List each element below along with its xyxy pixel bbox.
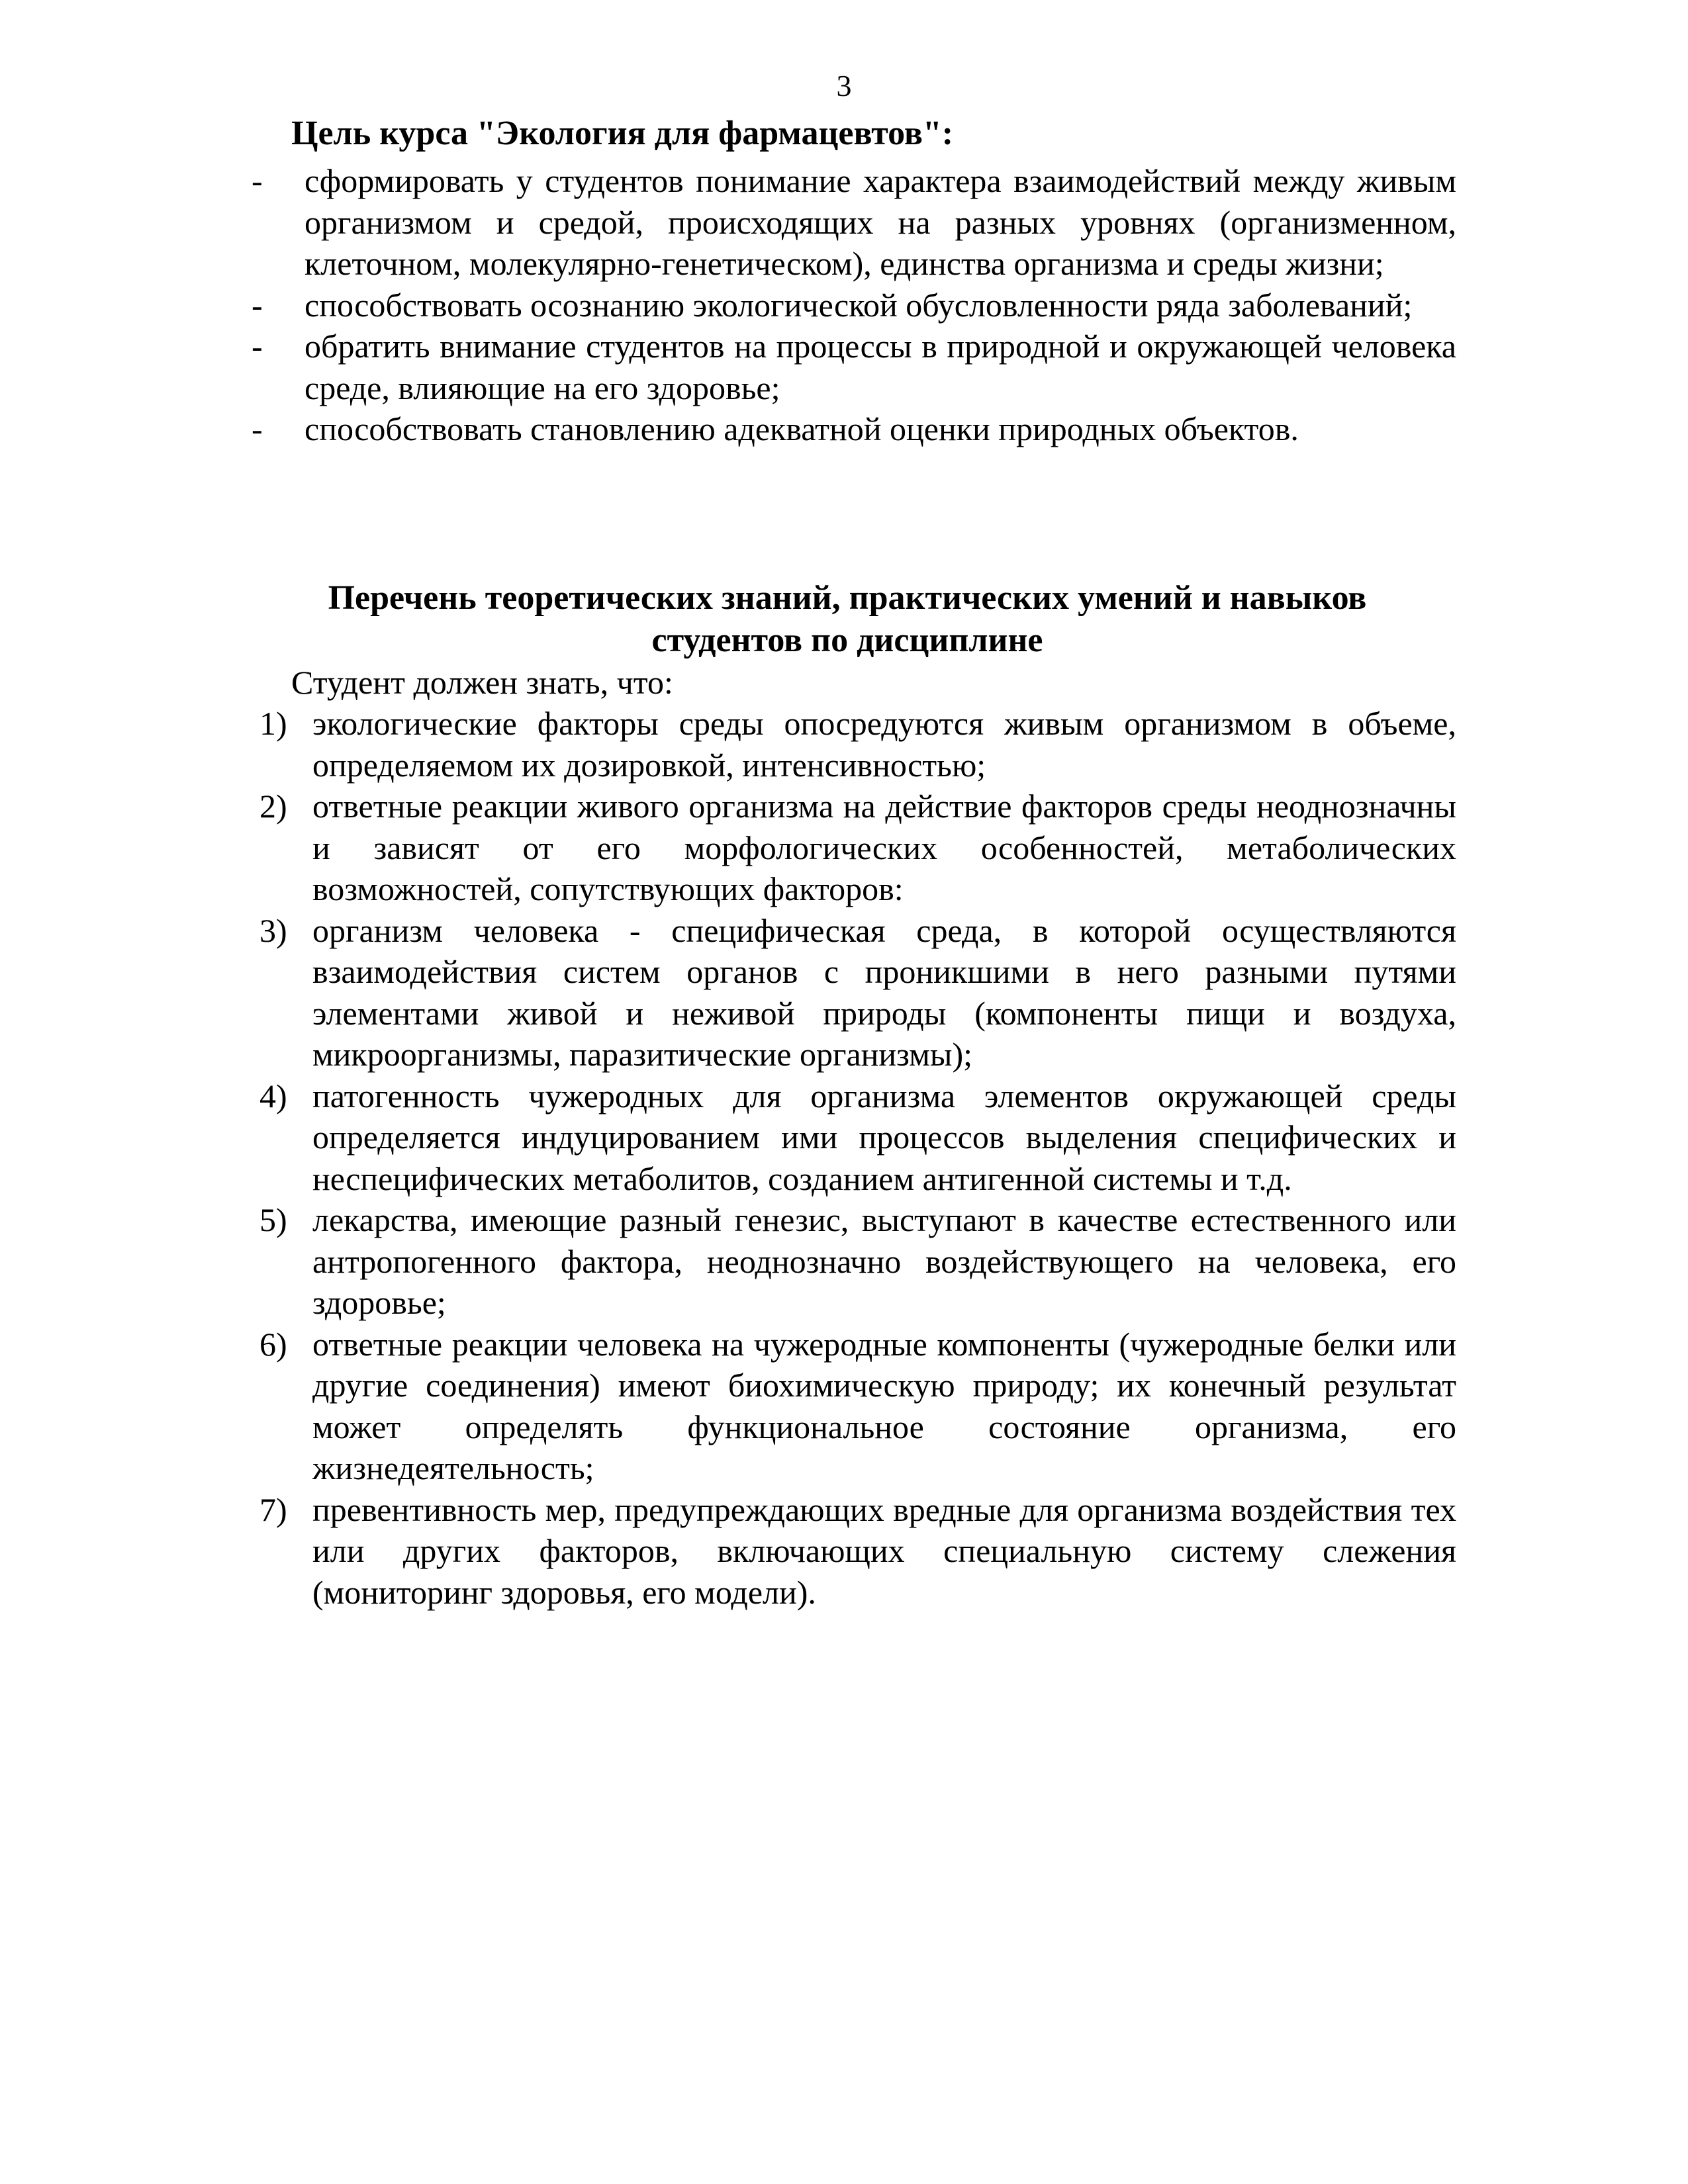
goal-item <box>252 326 1456 408</box>
knowledge-item-text: лекарства, имеющие разный генезис, выступают в качестве естественного или антропогенного фактора, неоднозначно воздействующего на человека, его здоровье; <box>312 1201 1456 1321</box>
goal-item-text: способствовать становлению адекватной оценки природных объектов. <box>305 410 1299 447</box>
goal-item-text: обратить внимание студентов на процессы в природной и окружающей человека среде, влияющие на его здоровье; <box>305 328 1456 406</box>
knowledge-item-text: ответные реакции человека на чужеродные компоненты (чужеродные белки или другие соединения) имеют биохимическую природу; их конечный результат может определять функциональное состояние организма, его жизнедеятельность; <box>312 1325 1456 1486</box>
knowledge-item <box>259 1199 1456 1324</box>
dash-marker: - <box>252 410 263 447</box>
knowledge-heading: Перечень теоретических знаний, практических умений и навыков студентов по дисциплине <box>328 579 1367 659</box>
item-number: 6) <box>259 1325 287 1363</box>
page-number: 3 <box>836 69 852 103</box>
knowledge-item <box>259 1075 1456 1200</box>
goal-item <box>252 285 1456 326</box>
knowledge-item-text: превентивность мер, предупреждающих вредные для организма воздействия тех или других факторов, включающих специальную систему слежения (мониторинг здоровья, его модели). <box>312 1490 1456 1611</box>
dash-marker: - <box>252 162 263 199</box>
knowledge-item <box>259 703 1456 786</box>
knowledge-item-text: экологические факторы среды опосредуются живым организмом в объеме, определяемом их дозировкой, интенсивностью; <box>312 705 1456 784</box>
knowledge-item-text: патогенность чужеродных для организма элементов окружающей среды определяется индуцированием ими процессов выделения специфических и неспецифических метаболитов, созданием антигенной системы и т.д. <box>312 1077 1456 1197</box>
knowledge-list <box>259 703 1456 1613</box>
knowledge-item <box>259 786 1456 910</box>
course-goal-list <box>252 160 1456 450</box>
item-number: 3) <box>259 911 287 949</box>
goal-item-text: способствовать осознанию экологической обусловленности ряда заболеваний; <box>305 286 1413 324</box>
knowledge-intro: Студент должен знать, что: <box>291 664 673 701</box>
item-number: 2) <box>259 788 287 825</box>
dash-marker: - <box>252 328 263 365</box>
knowledge-item-text: организм человека - специфическая среда, в которой осуществляются взаимодействия систем органов с проникшими в него разными путями элементами живой и неживой природы (компоненты пищи и воздуха, микроорганизмы, паразитические организмы); <box>312 911 1456 1073</box>
goal-item <box>252 160 1456 285</box>
knowledge-item-text: ответные реакции живого организма на действие факторов среды неоднозначны и зависят от его морфологических особенностей, метаболических возможностей, сопутствующих факторов: <box>312 788 1456 907</box>
goal-item-text: сформировать у студентов понимание характера взаимодействий между живым организмом и средой, происходящих на разных уровнях (организменном, клеточном, молекулярно-генетическом), единства организма и среды жизни; <box>305 162 1456 282</box>
item-number: 1) <box>259 705 287 742</box>
item-number: 4) <box>259 1077 287 1115</box>
item-number: 5) <box>259 1201 287 1238</box>
dash-marker: - <box>252 286 263 324</box>
knowledge-item <box>259 910 1456 1075</box>
knowledge-item <box>259 1489 1456 1614</box>
item-number: 7) <box>259 1490 287 1528</box>
knowledge-item <box>259 1324 1456 1489</box>
goal-item <box>252 408 1456 450</box>
course-goal-heading: Цель курса "Экология для фармацевтов": <box>291 114 954 152</box>
